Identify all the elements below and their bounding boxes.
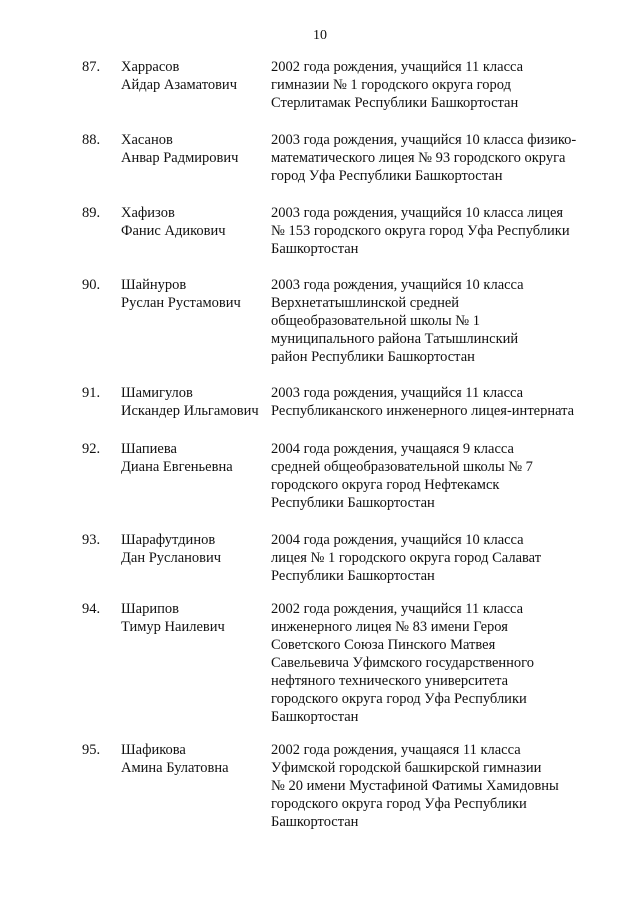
description-line: Башкортостан xyxy=(271,814,359,830)
description-line: 2003 года рождения, учащийся 10 класса лицея xyxy=(271,205,564,221)
description-line: Стерлитамак Республики Башкортостан xyxy=(271,95,519,111)
entry-number: 88. xyxy=(82,132,101,148)
surname: Шарипов xyxy=(121,601,179,617)
entry-description xyxy=(271,440,601,512)
description-line: 2002 года рождения, учащаяся 11 класса xyxy=(271,742,521,758)
given-names: Тимур Наилевич xyxy=(121,619,225,635)
description-line: район Республики Башкортостан xyxy=(271,349,475,365)
description-line: Савельевича Уфимского государственного xyxy=(271,655,535,671)
list-item xyxy=(0,531,640,600)
person-name xyxy=(121,131,271,167)
entry-number: 92. xyxy=(82,441,101,457)
surname: Шайнуров xyxy=(121,277,187,293)
entry-number: 94. xyxy=(82,601,101,617)
person-name xyxy=(121,58,271,94)
list-item xyxy=(0,741,640,833)
entry-number: 91. xyxy=(82,385,101,401)
description-line: городского округа город Уфа Республики xyxy=(271,691,527,707)
entry-description xyxy=(271,204,601,258)
description-line: нефтяного технического университета xyxy=(271,673,509,689)
description-line: 2002 года рождения, учащийся 11 класса xyxy=(271,601,524,617)
entry-description xyxy=(271,741,601,831)
entry-description xyxy=(271,384,601,420)
entry-description xyxy=(271,58,601,112)
given-names: Амина Булатовна xyxy=(121,760,229,776)
description-line: Башкортостан xyxy=(271,709,359,725)
description-line: Башкортостан xyxy=(271,241,359,257)
given-names: Дан Русланович xyxy=(121,550,222,566)
entry-description xyxy=(271,276,601,366)
entry-number: 90. xyxy=(82,277,101,293)
person-name xyxy=(121,600,271,636)
description-line: муниципального района Татышлинский xyxy=(271,331,519,347)
description-line: Республики Башкортостан xyxy=(271,568,435,584)
description-line: математического лицея № 93 городского округа xyxy=(271,150,566,166)
person-name xyxy=(121,440,271,476)
surname: Шапиева xyxy=(121,441,177,457)
description-line: гимназии № 1 городского округа город xyxy=(271,77,511,93)
surname: Шамигулов xyxy=(121,385,193,401)
description-line: 2003 года рождения, учащийся 11 класса xyxy=(271,385,524,401)
person-name xyxy=(121,204,271,240)
description-line: 2003 года рождения, учащийся 10 класса физико- xyxy=(271,132,577,148)
surname: Шарафутдинов xyxy=(121,532,216,548)
description-line: 2004 года рождения, учащаяся 9 класса xyxy=(271,441,514,457)
person-name xyxy=(121,531,271,567)
given-names: Искандер Ильгамович xyxy=(121,403,259,419)
surname: Хафизов xyxy=(121,205,175,221)
entry-number: 89. xyxy=(82,205,101,221)
entry-list xyxy=(0,58,640,833)
entry-number: 93. xyxy=(82,532,101,548)
surname: Шафикова xyxy=(121,742,186,758)
list-item xyxy=(0,600,640,741)
description-line: 2003 года рождения, учащийся 10 класса xyxy=(271,277,524,293)
description-line: Уфимской городской башкирской гимназии xyxy=(271,760,542,776)
person-name xyxy=(121,384,271,420)
description-line: 2002 года рождения, учащийся 11 класса xyxy=(271,59,524,75)
entry-description xyxy=(271,531,601,585)
given-names: Руслан Рустамович xyxy=(121,295,241,311)
description-line: средней общеобразовательной школы № 7 xyxy=(271,459,533,475)
list-item xyxy=(0,276,640,384)
description-line: Республиканского инженерного лицея-интерната xyxy=(271,403,575,419)
description-line: общеобразовательной школы № 1 xyxy=(271,313,481,329)
list-item xyxy=(0,384,640,440)
surname: Хасанов xyxy=(121,132,173,148)
list-item xyxy=(0,204,640,276)
description-line: городского округа город Уфа Республики xyxy=(271,796,527,812)
description-line: № 20 имени Мустафиной Фатимы Хамидовны xyxy=(271,778,559,794)
page-number: 10 xyxy=(313,28,327,43)
given-names: Диана Евгеньевна xyxy=(121,459,233,475)
description-line: Советского Союза Пинского Матвея xyxy=(271,637,496,653)
given-names: Айдар Азаматович xyxy=(121,77,237,93)
description-line: Республики Башкортостан xyxy=(271,495,435,511)
description-line: городского округа город Нефтекамск xyxy=(271,477,500,493)
description-line: Верхнетатышлинской средней xyxy=(271,295,460,311)
entry-number: 87. xyxy=(82,59,101,75)
list-item xyxy=(0,131,640,204)
description-line: № 153 городского округа город Уфа Республики xyxy=(271,223,570,239)
given-names: Фанис Адикович xyxy=(121,223,226,239)
entry-description xyxy=(271,131,601,185)
description-line: лицея № 1 городского округа город Салават xyxy=(271,550,542,566)
description-line: 2004 года рождения, учащийся 10 класса xyxy=(271,532,524,548)
surname: Харрасов xyxy=(121,59,180,75)
entry-number: 95. xyxy=(82,742,101,758)
person-name xyxy=(121,276,271,312)
list-item xyxy=(0,440,640,531)
entry-description xyxy=(271,600,601,726)
person-name xyxy=(121,741,271,777)
description-line: город Уфа Республики Башкортостан xyxy=(271,168,503,184)
description-line: инженерного лицея № 83 имени Героя xyxy=(271,619,508,635)
given-names: Анвар Радмирович xyxy=(121,150,239,166)
list-item xyxy=(0,58,640,131)
